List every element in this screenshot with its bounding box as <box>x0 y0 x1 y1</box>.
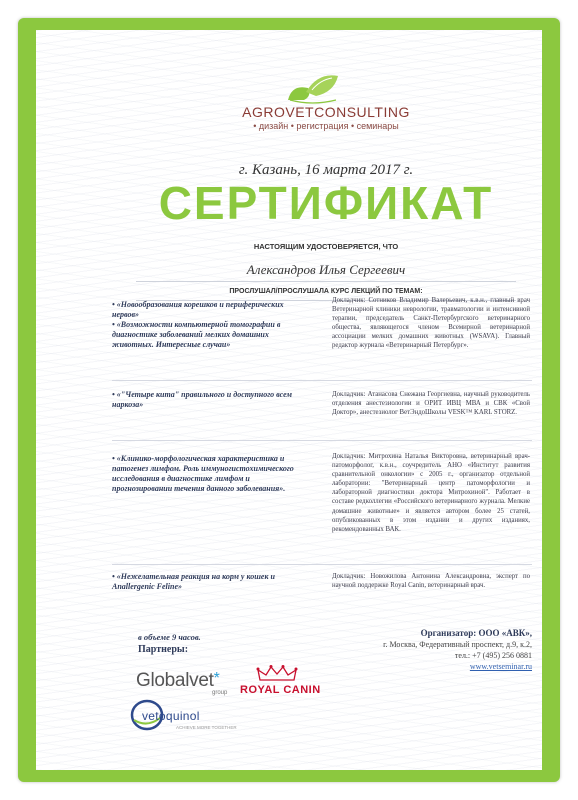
attended-text: ПРОСЛУШАЛ/ПРОСЛУШАЛА КУРС ЛЕКЦИЙ ПО ТЕМАМ: <box>229 288 423 295</box>
divider <box>112 440 532 441</box>
organizer-title: Организатор: ООО «АВК», <box>420 628 532 638</box>
topic-line: • «Новообразования корешков и периферических нервов» <box>112 300 284 319</box>
name-underline <box>136 281 516 282</box>
topic-line: • «"Четыре кита" правильного и доступного всем наркоза» <box>112 390 292 409</box>
lecture-speaker: Докладчик: Митрохина Наталья Викторовна, ветеринарный врач-патоморфолог, к.в.н., соучредитель АНО «Институт развития сравнительной онкологии» с 2005 г., организатор отдельной лаборатории: "Ветеринарный центр патоморфологии и лабораторной диагностики доктора Митрохиной". Работает в составе редколлегии «Российского ветеринарного журнала. Мелкие домашние животные» и является автором более 25 статей, опубликованных в этом издании и других изданиях, рекомендованных ВАК. <box>332 453 530 533</box>
divider <box>112 564 532 565</box>
organizer-phone: тел.: +7 (495) 256 0881 <box>454 651 532 660</box>
topic-line: • «Нежелательная реакция на корм у кошек и Anallergenic Feline» <box>112 572 275 591</box>
vetoquinol-slogan: ACHIEVE MORE TOGETHER <box>176 725 237 730</box>
person-name: Александров Илья Сергеевич <box>246 262 406 277</box>
apple-leaf-icon <box>268 66 358 106</box>
royal-canin-logo: ROYAL CANIN <box>240 684 321 696</box>
certify-text: НАСТОЯЩИМ УДОСТОВЕРЯЕТСЯ, ЧТО <box>253 242 399 251</box>
lecture-topic <box>112 390 297 410</box>
partners-title: Партнеры: <box>138 644 189 655</box>
vetoquinol-logo: vetoquinol <box>142 709 200 723</box>
globalvet-logo <box>136 670 220 692</box>
topic-line: • «Возможности компьютерной томографии в диагностике заболеваний мелких домашних животных. Интересные случаи» <box>112 320 281 349</box>
place-date: г. Казань, 16 марта 2017 г. <box>238 162 414 178</box>
organizer-address: г. Москва, Федеративный проспект, д.9, к.2, <box>383 640 532 649</box>
globalvet-name: Globalvet <box>136 670 214 691</box>
lecture-speaker: Докладчик: Новожилова Антонина Александровна, эксперт по научной поддержке Royal Canin, ветеринарный врач. <box>332 573 530 590</box>
certificate-paper <box>36 30 542 770</box>
hours-text: в объеме 9 часов. <box>138 632 201 642</box>
lecture-topic <box>112 454 297 494</box>
organizer-site-link[interactable]: www.vetseminar.ru <box>469 662 532 671</box>
lecture-speaker: Докладчик: Атанасова Снежана Георгиевна, научный руководитель отделения анестезиологии и ОРИТ ИВЦ МВА и СВК «Свой Доктор», анестезиолог ВетЭндоШколы VESK™ KARL STORZ. <box>332 391 530 417</box>
lecture-topic <box>112 572 297 592</box>
brand-tagline: • дизайн • регистрация • семинары <box>253 121 399 131</box>
lecture-speaker: Докладчик: Сотников Владимир Валерьевич, к.в.н., главный врач Ветеринарной клиники неврологии, травматологии и интенсивной терапии, председатель Санкт-Петербургского ветеринарного общества, являющегося членом Всемирной ветеринарной ассоциации мелких домашних животных (WSAVA). Главный редактор журнала «Ветеринарный Петербург». <box>332 297 530 350</box>
organizer-block <box>332 628 532 672</box>
crown-icon <box>254 664 300 682</box>
brand-name: AGROVETCONSULTING <box>242 104 410 120</box>
topic-line: • «Клинико-морфологическая характеристика и патогенез лимфом. Роль иммуногистохимического исследования в диагностике лимфом и прогнозировании течения данного заболевания». <box>112 454 294 493</box>
divider <box>112 380 532 381</box>
globalvet-group: group <box>212 690 228 696</box>
certificate-title: СЕРТИФИКАТ <box>158 177 494 229</box>
lecture-topic <box>112 300 297 350</box>
star-icon: * <box>213 670 220 687</box>
